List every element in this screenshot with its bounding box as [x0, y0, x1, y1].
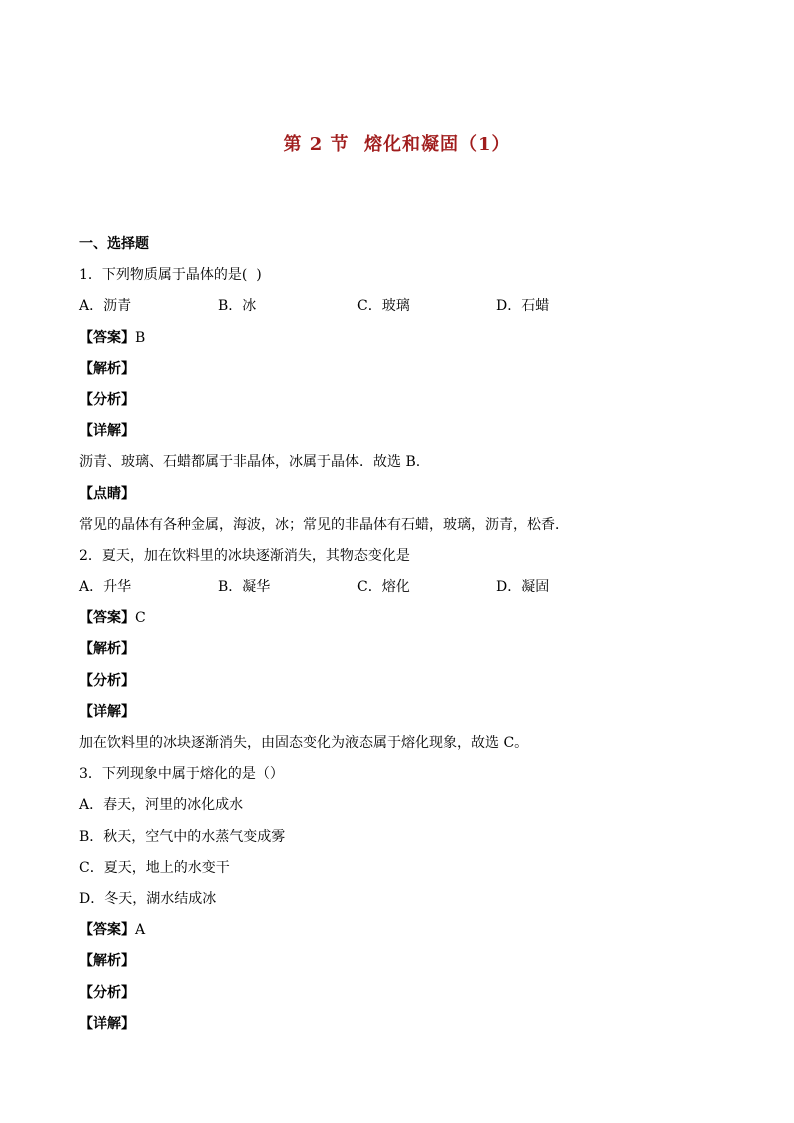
- q2-answer: [79, 603, 719, 634]
- q1-detail-text: 沥青、玻璃、石蜡都属于非晶体，冰属于晶体．故选 B.: [79, 454, 421, 471]
- q2-stem: 2．夏天，加在饮料里的冰块逐渐消失，其物态变化是: [79, 547, 410, 564]
- q3-analysis-label: 【解析】: [79, 953, 135, 970]
- q3-fenxi-label: 【分析】: [79, 984, 135, 1001]
- q1-option-b: B．冰: [218, 298, 257, 315]
- q2-option-b: B．凝华: [218, 579, 271, 596]
- q1-analysis-label: 【解析】: [79, 360, 135, 377]
- q3-option-d: D．冬天，湖水结成冰: [79, 890, 217, 907]
- q3-answer: [79, 915, 719, 946]
- q2-option-a: A．升华: [79, 579, 132, 596]
- q2-detail-label: 【详解】: [79, 703, 135, 720]
- q3-option-b: B．秋天，空气中的水蒸气变成雾: [79, 828, 286, 845]
- q1-option-d: D．石蜡: [496, 298, 550, 315]
- answer-label: 【答案】: [79, 610, 135, 627]
- q1-option-c: C．玻璃: [357, 298, 410, 315]
- page-title: 第 2 节 熔化和凝固（1）: [283, 134, 511, 155]
- q1-option-a: A．沥青: [79, 298, 132, 315]
- q1-fenxi-label: 【分析】: [79, 391, 135, 408]
- answer-label: 【答案】: [79, 329, 135, 346]
- q1-answer: [79, 323, 719, 354]
- q1-comment-label: 【点睛】: [79, 485, 135, 502]
- q2-detail-text: 加在饮料里的冰块逐渐消失，由固态变化为液态属于熔化现象，故选 C。: [79, 735, 529, 751]
- q2-option-d: D．凝固: [496, 579, 550, 596]
- answer-label: 【答案】: [79, 922, 135, 939]
- q1-options: [79, 291, 719, 322]
- q1-detail-label: 【详解】: [79, 423, 135, 440]
- q3-option-a: A．春天，河里的冰化成水: [79, 797, 244, 814]
- q1-answer-value: B: [135, 329, 146, 346]
- q3-answer-value: A: [135, 922, 146, 939]
- q2-fenxi-label: 【分析】: [79, 672, 135, 689]
- q2-options: [79, 572, 719, 603]
- q3-detail-label: 【详解】: [79, 1015, 135, 1032]
- q2-analysis-label: 【解析】: [79, 641, 135, 658]
- q2-option-c: C．熔化: [357, 579, 410, 596]
- q1-stem: 1．下列物质属于晶体的是( ): [79, 267, 262, 284]
- q1-comment-text: 常见的晶体有各种金属，海波，冰；常见的非晶体有石蜡，玻璃，沥青，松香．: [79, 516, 569, 533]
- question-list: [79, 229, 719, 1040]
- q2-answer-value: C: [135, 610, 146, 627]
- section-heading: 一、选择题: [79, 236, 149, 252]
- q3-option-c: C．夏天，地上的水变干: [79, 859, 230, 876]
- q3-stem: 3．下列现象中属于熔化的是（）: [79, 766, 284, 783]
